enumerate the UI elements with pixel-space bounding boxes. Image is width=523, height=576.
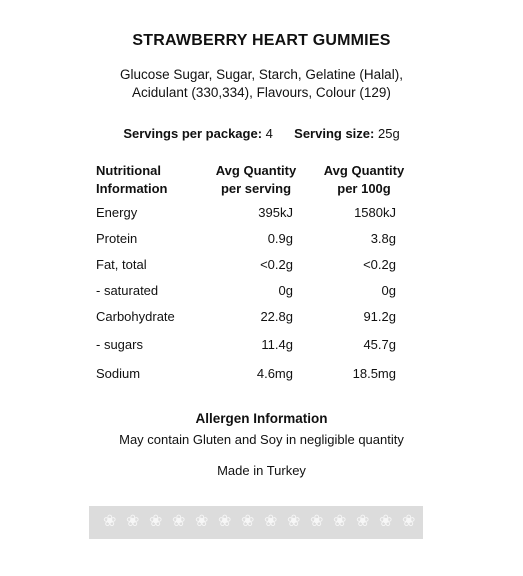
nutrient-per-100g: 1580kJ [354, 205, 396, 220]
decorative-flower-band [89, 506, 423, 539]
nutrient-per-100g: <0.2g [363, 257, 396, 272]
flower-icon: ❀ [310, 513, 324, 530]
allergen-text: May contain Gluten and Soy in negligible quantity [119, 432, 404, 447]
flower-icon: ❀ [356, 513, 370, 530]
nutrient-name: Fat, total [96, 257, 147, 272]
nutrient-per-serving: 0.9g [267, 231, 293, 246]
servings-per-package-value: 4 [265, 126, 273, 141]
serving-size-label: Serving size: [294, 126, 375, 141]
flower-icon: ❀ [333, 513, 347, 530]
nutrient-name: Energy [96, 205, 138, 220]
nutrition-table [96, 160, 426, 388]
nutrient-per-serving: <0.2g [260, 257, 293, 272]
header-col0-line2: Information [96, 181, 168, 196]
nutrient-per-serving: 4.6mg [256, 366, 293, 381]
header-col1-line1: Avg Quantity [215, 163, 297, 178]
nutrient-name: Carbohydrate [96, 309, 175, 324]
header-per-serving [206, 162, 306, 198]
nutrient-per-100g: 45.7g [363, 337, 396, 352]
flower-icon: ❀ [195, 513, 209, 530]
nutrient-per-100g: 3.8g [370, 231, 396, 246]
nutrient-name: - saturated [96, 283, 159, 298]
flower-icon: ❀ [103, 513, 117, 530]
nutrient-name: Protein [96, 231, 138, 246]
flower-icon: ❀ [241, 513, 255, 530]
nutrition-row-energy [96, 200, 426, 226]
flower-icon: ❀ [402, 513, 416, 530]
ingredients-line-1: Glucose Sugar, Sugar, Starch, Gelatine (Halal), [120, 67, 403, 82]
nutrient-name: Sodium [96, 366, 141, 381]
nutrient-per-serving: 11.4g [261, 337, 293, 352]
nutrient-per-serving: 395kJ [258, 205, 293, 220]
nutrition-row-protein [96, 226, 426, 252]
flower-icon: ❀ [126, 513, 140, 530]
flower-icon: ❀ [287, 513, 301, 530]
serving-size-value: 25g [377, 126, 400, 141]
header-col0-line1: Nutritional [96, 163, 161, 178]
flower-icon: ❀ [218, 513, 232, 530]
nutrient-per-100g: 0g [381, 283, 396, 298]
header-nutritional-information [96, 162, 168, 198]
nutrition-row-carbohydrate [96, 304, 426, 330]
nutrition-row-saturated [96, 278, 426, 304]
nutrient-name: - sugars [96, 337, 143, 352]
ingredients-list [0, 66, 523, 102]
header-col2-line1: Avg Quantity [323, 163, 405, 178]
nutrition-row-sugars [96, 330, 426, 359]
nutrient-per-serving: 22.8g [260, 309, 293, 324]
servings-info [0, 126, 523, 141]
header-col1-line2: per serving [220, 181, 292, 196]
header-per-100g [314, 162, 414, 198]
nutrition-row-fat-total [96, 252, 426, 278]
flower-icon: ❀ [172, 513, 186, 530]
made-in: Made in Turkey [217, 463, 306, 478]
flower-icon: ❀ [379, 513, 393, 530]
ingredients-line-2: Acidulant (330,334), Flavours, Colour (129) [132, 85, 391, 100]
header-col2-line2: per 100g [337, 181, 391, 196]
nutrition-row-sodium [96, 359, 426, 388]
nutrient-per-100g: 91.2g [363, 309, 396, 324]
nutrition-header-row [96, 162, 426, 198]
flower-icon: ❀ [264, 513, 278, 530]
servings-per-package-label: Servings per package: [123, 126, 263, 141]
nutrient-per-serving: 0g [278, 283, 293, 298]
allergen-title: Allergen Information [195, 411, 328, 426]
nutrient-per-100g: 18.5mg [352, 366, 396, 381]
flower-icon: ❀ [149, 513, 163, 530]
product-title: STRAWBERRY HEART GUMMIES [132, 32, 391, 49]
